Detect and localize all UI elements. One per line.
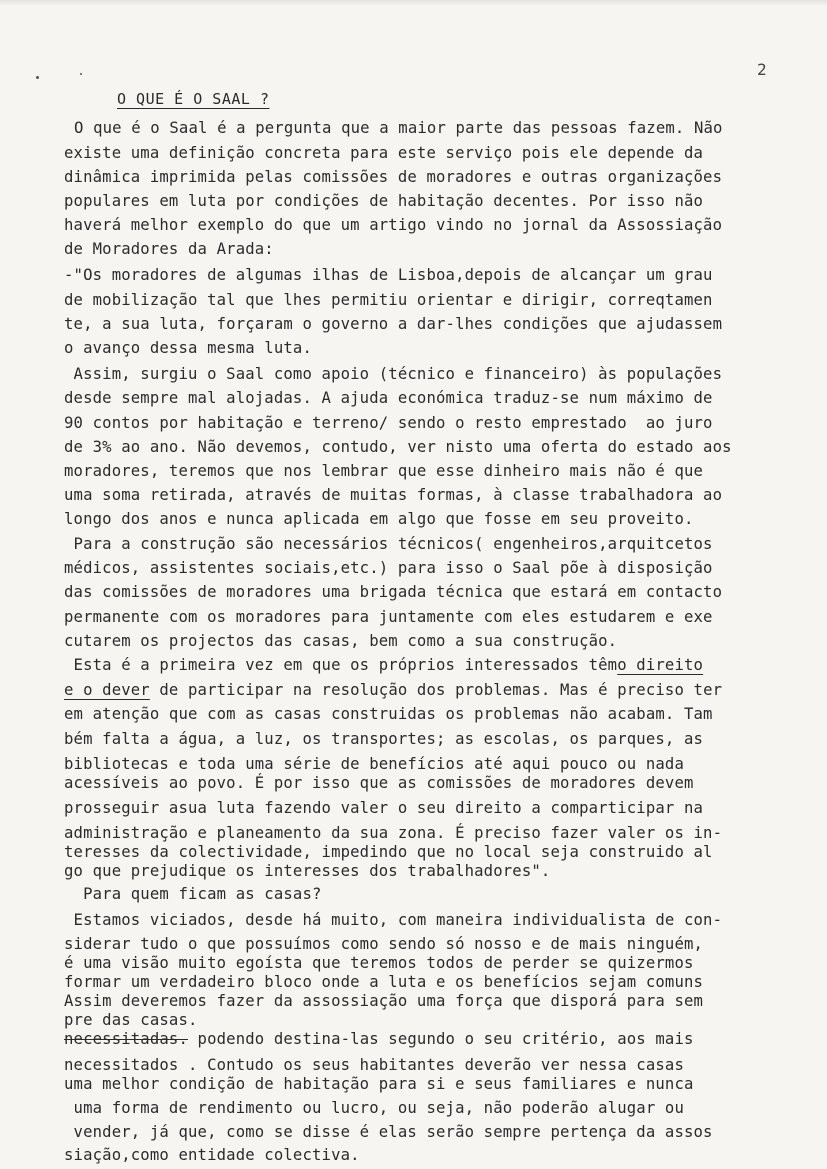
text-line: Assim deveremos fazer da assossiação uma força que disporá para sem — [64, 992, 704, 1010]
text-line: te, a sua luta, forçaram o governo a dar-lhes condições que ajudassem — [64, 315, 723, 333]
text-line: bém falta a água, a luz, os transportes; as escolas, os parques, as — [64, 730, 704, 748]
text-line: de 3% ao ano. Não devemos, contudo, ver nisto uma oferta do estado aos — [64, 438, 732, 456]
text-line: cutarem os projectos das casas, bem como a sua construção. — [64, 632, 618, 650]
underlined-phrase: e o dever — [64, 681, 150, 699]
text-line: uma soma retirada, através de muitas formas, à classe trabalhadora ao — [64, 486, 723, 504]
text-line: Estamos viciados, desde há muito, com maneira individualista de con- — [64, 911, 723, 929]
text-line: O que é o Saal é a pergunta que a maior parte das pessoas fazem. Não — [74, 119, 723, 137]
text-line: necessitados . Contudo os seus habitantes deverão ver nessa casas — [64, 1056, 684, 1074]
text-line: o avanço dessa mesma luta. — [64, 339, 312, 357]
page-number: 2 — [757, 60, 767, 79]
text-line: siderar tudo o que possuímos como sendo só nosso e de mais ninguém, — [64, 935, 704, 953]
ink-speck — [80, 73, 82, 75]
text-line: uma forma de rendimento ou lucro, ou seja, não poderão alugar ou — [64, 1099, 684, 1117]
text-line: de Moradores da Arada: — [64, 240, 274, 258]
text-line: -"Os moradores de algumas ilhas de Lisboa,depois de alcançar um grau — [64, 266, 713, 284]
section-heading: Para quem ficam as casas? — [64, 885, 322, 903]
text-line: longo dos anos e nunca aplicada em algo que fosse em seu proveito. — [64, 510, 694, 528]
text-line: bibliotecas e toda uma série de benefícios até aqui pouco ou nada — [64, 755, 684, 773]
text-segment: de participar na resolução dos problemas. Mas é preciso ter — [149, 681, 723, 699]
text-line: de mobilização tal que lhes permitiu orientar e dirigir, correqtamen — [64, 291, 713, 309]
struck-word: necessitadas. — [64, 1030, 188, 1048]
text-line: go que prejudique os interesses dos trabalhadores". — [64, 862, 551, 880]
text-line: permanente com os moradores para juntamente com eles estudarem e exe — [64, 608, 713, 626]
underlined-phrase: o direito — [617, 656, 704, 674]
text-line: prosseguir asua luta fazendo valer o seu direito a comparticipar na — [64, 799, 704, 817]
text-line: Para a construção são necessários técnicos( engenheiros,arquitcetos — [64, 535, 713, 553]
text-line: administração e planeamento da sua zona. É preciso fazer valer os in- — [64, 824, 723, 842]
text-line: das comissões de moradores uma brigada técnica que estará em contacto — [64, 583, 723, 601]
text-segment: podendo destina-las segundo o seu critério, aos mais — [188, 1030, 694, 1048]
text-line: desde sempre mal alojadas. A ajuda económica traduz-se num máximo de — [64, 389, 713, 407]
text-line: siação,como entidade colectiva. — [64, 1146, 360, 1164]
text-line: uma melhor condição de habitação para si e seus familiares e nunca — [64, 1075, 694, 1093]
text-line: é uma visão muito egoísta que teremos todos de perder se quizermos — [64, 954, 694, 972]
text-line — [64, 1030, 694, 1048]
text-line: pre das casas. — [64, 1011, 198, 1029]
text-line: dinâmica imprimida pelas comissões de moradores e outras organizações — [64, 168, 723, 186]
text-line: vender, já que, como se disse é elas serão sempre pertença da assos — [64, 1123, 713, 1141]
text-line — [64, 681, 722, 699]
text-line: haverá melhor exemplo do que um artigo vindo no jornal da Assossiação — [64, 216, 723, 234]
text-line: Assim, surgiu o Saal como apoio (técnico e financeiro) às populações — [64, 365, 723, 383]
text-line: existe uma definição concreta para este serviço pois ele depende da — [64, 144, 704, 162]
text-line: formar um verdadeiro bloco onde a luta e os benefícios sejam comuns — [64, 973, 704, 991]
page-top-edge — [0, 0, 827, 6]
text-line — [64, 656, 703, 674]
text-line: teresses da colectividade, impedindo que no local seja construido al — [64, 843, 713, 861]
text-line: em atenção que com as casas construidas os problemas não acabam. Tam — [64, 705, 713, 723]
text-line: médicos, assistentes sociais,etc.) para isso o Saal põe à disposição — [64, 559, 713, 577]
text-line: 90 contos por habitação e terreno/ sendo o resto emprestado ao juro — [64, 414, 713, 432]
text-segment: Esta é a primeira vez em que os próprios interessados têm — [64, 656, 618, 674]
text-line: populares em luta por condições de habitação decentes. Por isso não — [64, 192, 704, 210]
page-title: O QUE É O SAAL ? — [117, 90, 270, 108]
text-line: moradores, teremos que nos lembrar que esse dinheiro mais não é que — [64, 462, 704, 480]
ink-speck — [36, 76, 39, 79]
text-line: acessíveis ao povo. É por isso que as comissões de moradores devem — [64, 774, 694, 792]
